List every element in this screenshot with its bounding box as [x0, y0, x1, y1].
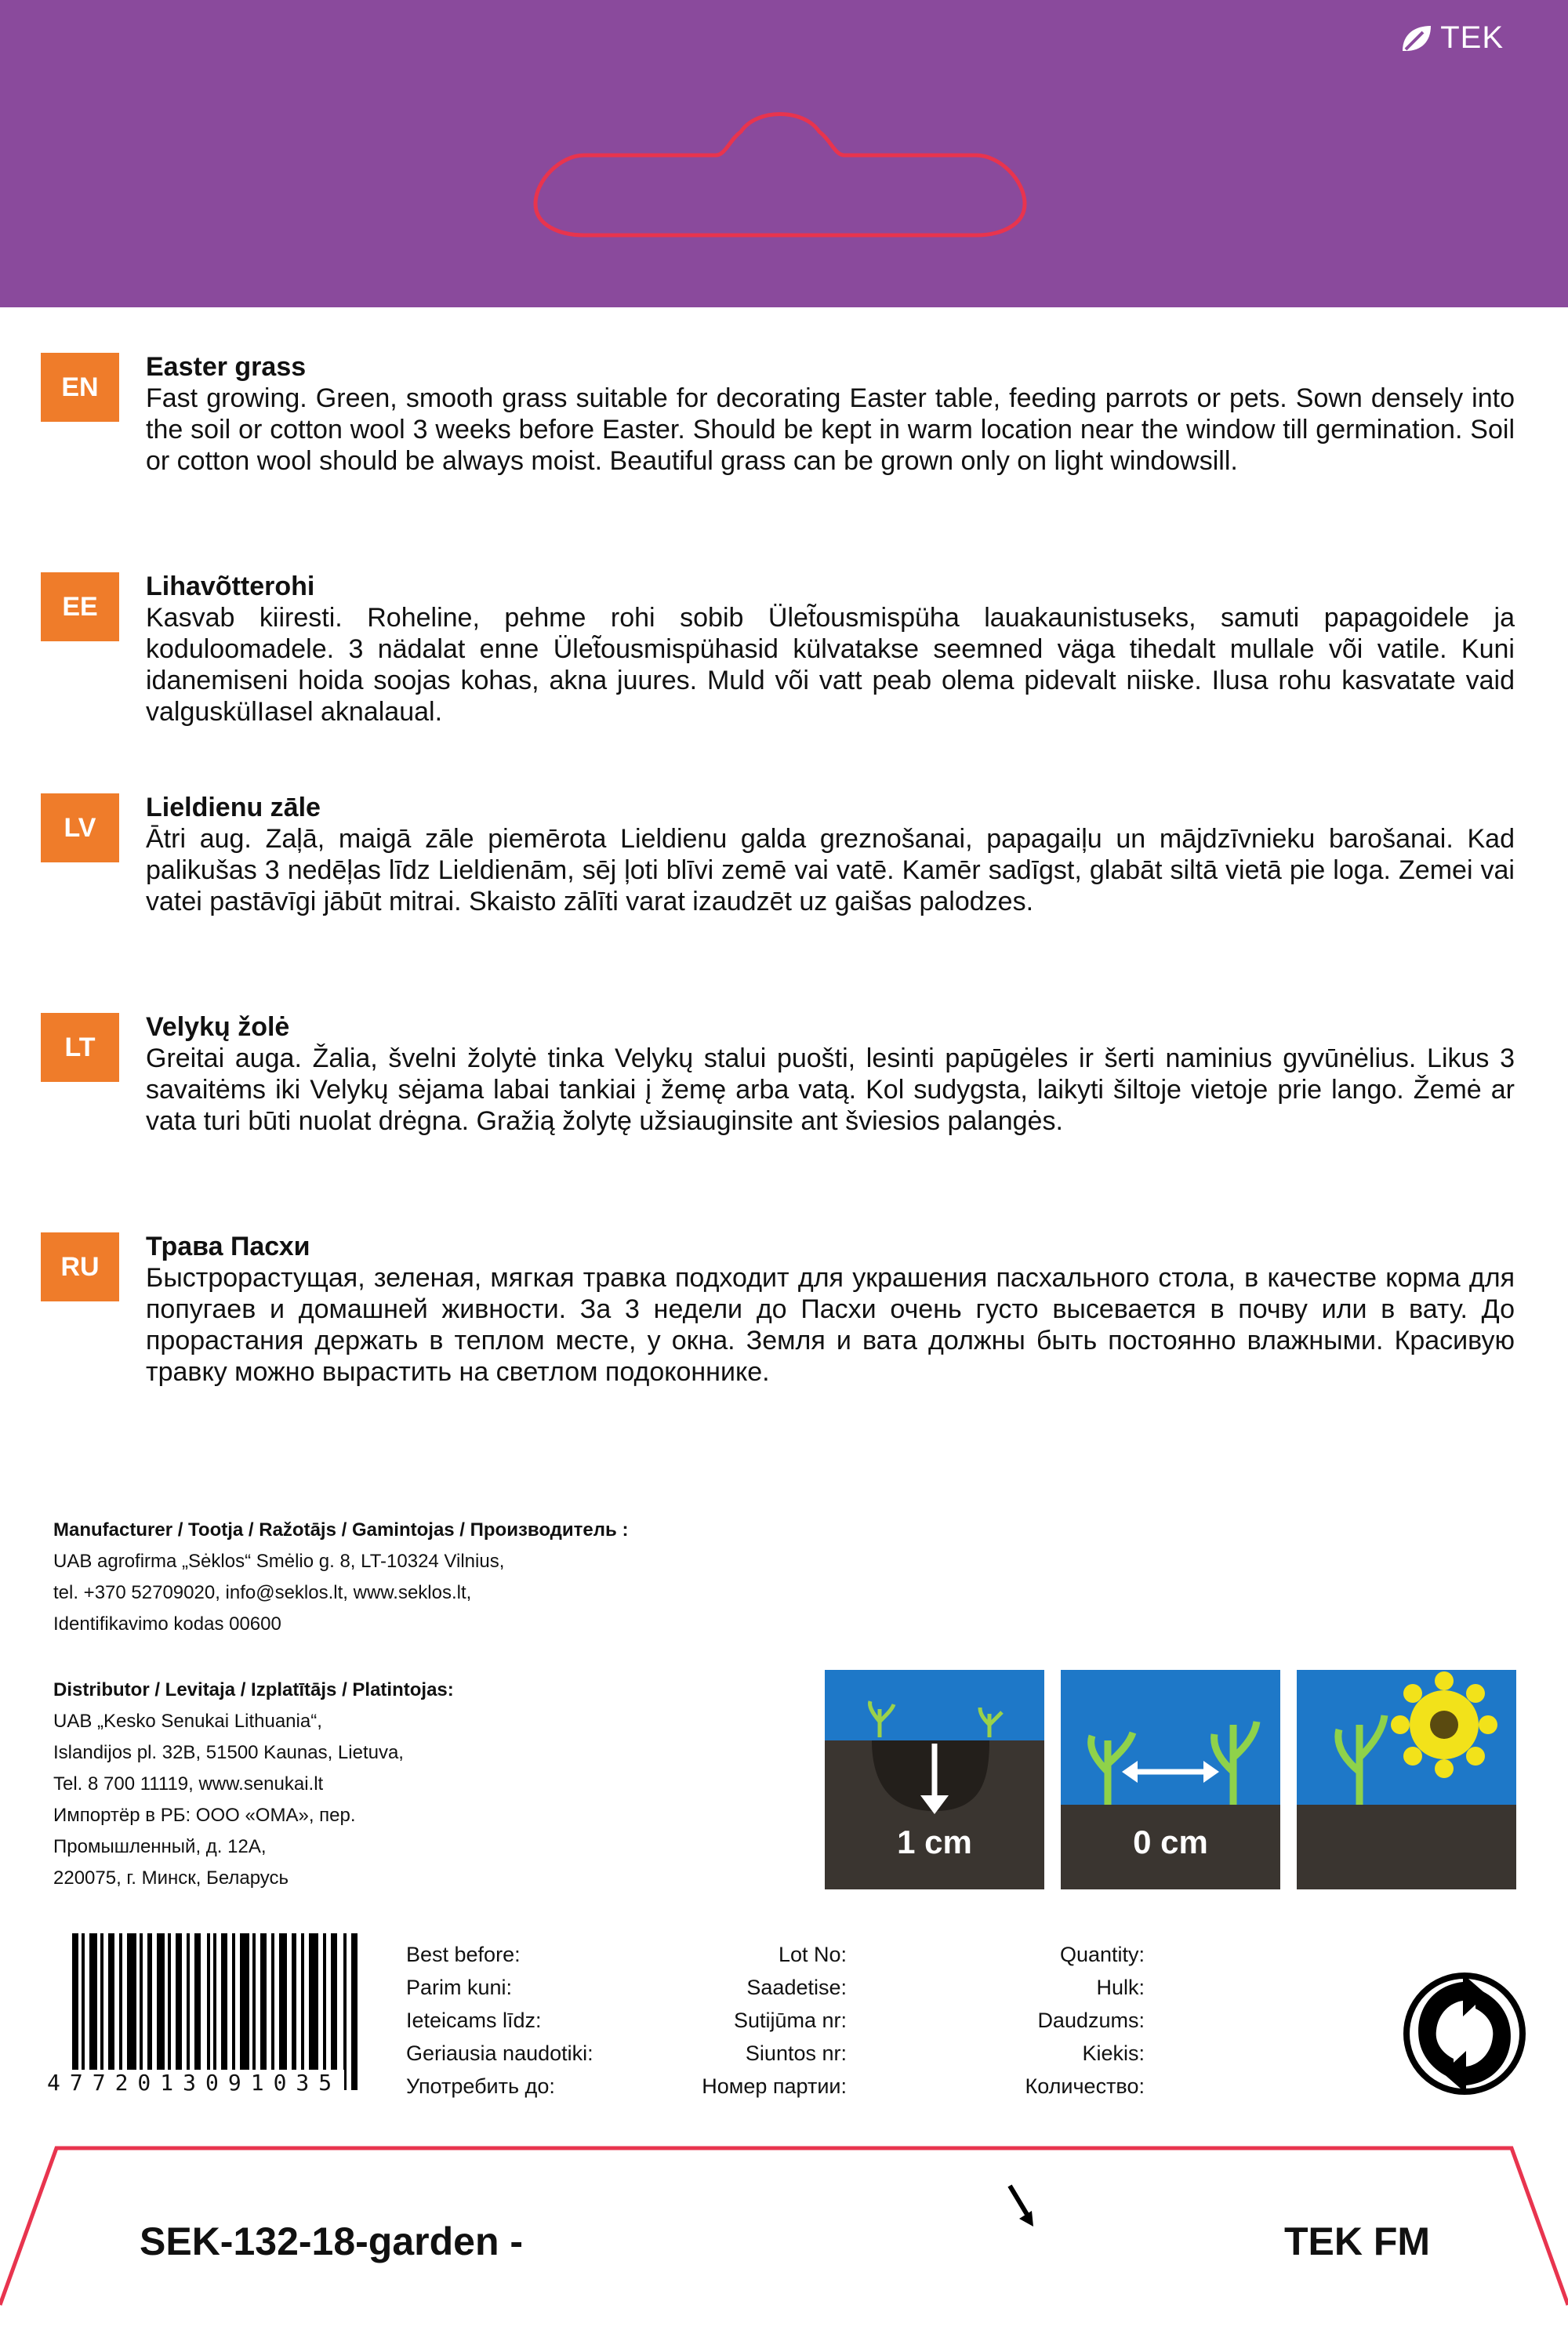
brand-logo: [1399, 20, 1504, 56]
quantity-fields: [993, 1938, 1145, 2103]
section-title: Lihavõtterohi: [146, 572, 315, 601]
section-title: Lieldienu zāle: [146, 793, 321, 822]
field-label: Hulk:: [1096, 1976, 1145, 1999]
product-code: SEK-132-18-garden -: [140, 2219, 524, 2263]
distributor-line: 220075, г. Минск, Беларусь: [53, 1867, 289, 1889]
distributor-label: Distributor / Levitaja / Izplatītājs / Platintojas:: [53, 1679, 454, 1700]
distributor-line: Промышленный, д. 12А,: [53, 1836, 267, 1857]
lang-badge: LT: [41, 1013, 119, 1082]
logo-text: TEK: [1440, 20, 1504, 55]
sowing-panels: [825, 1670, 1516, 1889]
manufacturer-block: [53, 1515, 628, 1640]
distributor-line: Импортёр в РБ: ООО «ОМА», пер.: [53, 1805, 356, 1826]
section-title: Трава Пасхи: [146, 1232, 310, 1261]
manufacturer-line: UAB agrofirma „Sėklos“ Smėlio g. 8, LT-10324 Vilnius,: [53, 1551, 505, 1572]
distributor-line: Islandijos pl. 32B, 51500 Kaunas, Lietuva,: [53, 1742, 404, 1763]
field-label: Количество:: [1025, 2074, 1145, 2098]
field-label: Употребить до:: [406, 2074, 555, 2098]
depth-label: 1 cm: [897, 1824, 972, 1860]
section-body: Kasvab kiiresti. Roheline, pehme rohi sobib Ület̃ousmispüha lauakaunistuseks, samuti papagoidele ja koduloomadele. 3 nädalat enne Ület̃ousmispühasid külvatakse seemned väga tihedalt mullale või vatile. Kuni idanemiseni hoida soojas kohas, akna juures. Muld või vatt peab olema pidevalt niiske. Ilusa rohu kasvatate vaid valguskülIasel aknalaual.: [146, 603, 1515, 727]
lang-badge: EN: [41, 353, 119, 422]
field-label: Lot No:: [778, 1943, 847, 1966]
field-label: Ieteicams līdz:: [406, 2009, 542, 2032]
barcode: [72, 1933, 361, 2090]
sun-seedling-icon: [1297, 1670, 1516, 1889]
section-body: Ātri aug. Zaļā, maigā zāle piemērota Lieldienu galda greznošanai, papagaiļu un mājdzīvnieku barošanai. Kad palikušas 3 nedēļas līdz Lieldienām, sēj ļoti blīvi zemē vai vatē. Kamēr sadīgst, glabāt siltā vietā pie loga. Zemei vai vatei pastāvīgi jābūt mitrai. Skaisto zālīti varat izaudzēt uz gaišas palodzes.: [146, 824, 1515, 916]
field-label: Quantity:: [1059, 1943, 1145, 1966]
manufacturer-line: tel. +370 52709020, info@seklos.lt, www.seklos.lt,: [53, 1582, 472, 1603]
barcode-number: 4772013091035: [44, 2070, 344, 2096]
manufacturer-line: Identifikavimo kodas 00600: [53, 1613, 281, 1635]
green-dot-recycle-icon: [1402, 1971, 1527, 2096]
field-label: Saadetise:: [746, 1976, 847, 1999]
header-band: [0, 0, 1568, 307]
field-label: Daudzums:: [1037, 2009, 1145, 2032]
manufacturer-label: Manufacturer / Tootja / Ražotājs / Gamintojas / Производитель :: [53, 1519, 629, 1541]
distributor-line: Tel. 8 700 11119, www.senukai.lt: [53, 1773, 324, 1795]
field-label: Номер партии:: [702, 2074, 847, 2098]
field-label: Geriausia naudotiki:: [406, 2041, 593, 2065]
distributor-block: [53, 1675, 454, 1894]
section-body: Greitai auga. Žalia, švelni žolytė tinka Velykų stalui puošti, lesinti papūgėles ir šerti naminius gyvūnėlius. Likus 3 savaitėms iki Velykų sėjama labai tankiai į žemę arba vatą. Kol sudygsta, laikyti šiltoje vietoje prie lango. Žemė ar vata turi būti nuolat drėgna. Gražią žolytę užsiauginsite ant šviesios palangės.: [146, 1043, 1515, 1136]
hang-hole-outline: [529, 93, 1031, 241]
lot-number-fields: [690, 1938, 847, 2103]
section-title: Easter grass: [146, 352, 307, 382]
lang-badge: EE: [41, 572, 119, 641]
lang-badge: LV: [41, 793, 119, 862]
spacing-label: 0 cm: [1133, 1824, 1208, 1860]
field-label: Siuntos nr:: [745, 2041, 847, 2065]
field-label: Kiekis:: [1082, 2041, 1145, 2065]
sowing-sun-panel: [1297, 1670, 1516, 1889]
sowing-spacing-panel: [1061, 1670, 1280, 1889]
leaf-icon: [1399, 23, 1434, 54]
arrow-mark-icon: [1007, 2183, 1038, 2230]
section-body: Быстрорастущая, зеленая, мягкая травка подходит для украшения пасхального стола, в качестве корма для попугаев и домашней живности. За 3 недели до Пасхи очень густо высевается в почву или в вату. До прорастания держать в теплом месте, у окна. Земля и вата должны быть постоянно влажными. Красивую травку можно вырастить на светлом подоконнике.: [146, 1263, 1515, 1387]
field-label: Parim kuni:: [406, 1976, 513, 1999]
section-body: Fast growing. Green, smooth grass suitable for decorating Easter table, feeding parrots or pets. Sown densely into the soil or cotton wool 3 weeks before Easter. Should be kept in warm location near the window till germination. Soil or cotton wool should be always moist. Beautiful grass can be grown only on light windowsill.: [146, 383, 1515, 476]
field-label: Best before:: [406, 1943, 521, 1966]
best-before-fields: [406, 1938, 593, 2103]
distributor-line: UAB „Kesko Senukai Lithuania“,: [53, 1711, 322, 1732]
field-label: Sutijūma nr:: [733, 2009, 847, 2032]
footer-code: TEK FM: [1284, 2219, 1431, 2263]
sowing-depth-panel: [825, 1670, 1044, 1889]
section-title: Velykų žolė: [146, 1012, 290, 1042]
lang-badge: RU: [41, 1232, 119, 1301]
